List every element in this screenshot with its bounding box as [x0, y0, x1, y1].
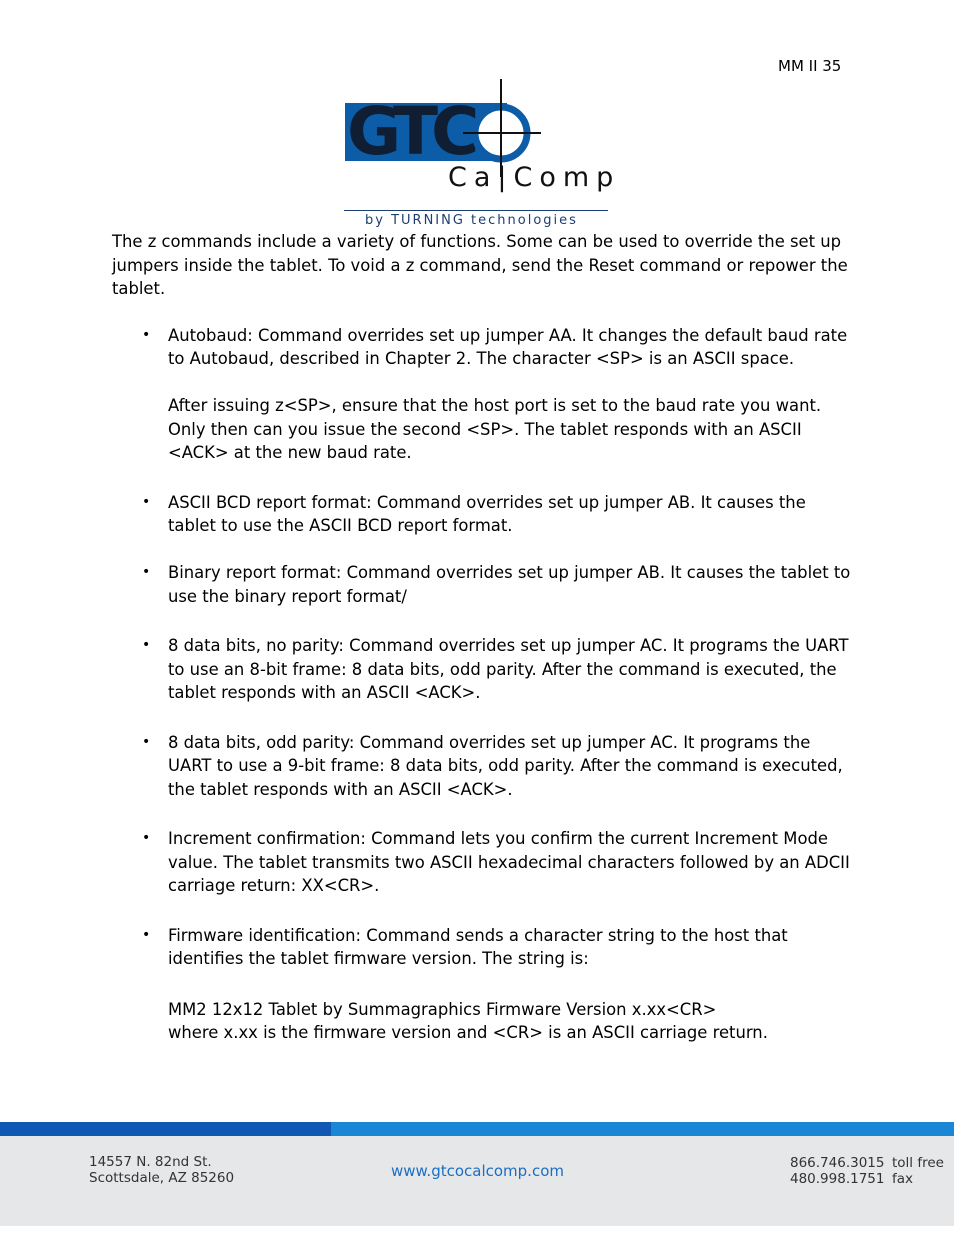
list-item-text: Firmware identification: Command sends a character string to the host that identifies the tablet firmware version. The string is:: [168, 925, 788, 968]
bullet-icon: •: [142, 733, 151, 750]
footer-bar-dark: [0, 1122, 331, 1136]
phone-label: fax: [892, 1171, 914, 1187]
phone-label: toll free: [892, 1155, 944, 1171]
footer-address: [89, 1154, 234, 1186]
list-item: [112, 491, 852, 538]
footer-accent-bar: [0, 1122, 954, 1136]
list-item: [112, 731, 852, 802]
logo-wordmark-gtc: GTC: [345, 103, 507, 161]
list-item-text: ASCII BCD report format: Command overrides set up jumper AB. It causes the tablet to use the ASCII BCD report format.: [168, 492, 806, 535]
intro-paragraph: The z commands include a variety of functions. Some can be used to override the set up jumpers inside the tablet. To void a z command, send the Reset command or repower the tablet.: [112, 232, 848, 298]
list-item-text: 8 data bits, no parity: Command overrides set up jumper AC. It programs the UART to use an 8-bit frame: 8 data bits, odd parity. After the command is executed, the tablet responds with an ASCII <ACK>.: [168, 636, 849, 702]
footer-phone-labels: [892, 1155, 944, 1187]
bullet-icon: •: [142, 493, 151, 510]
page-number: MM II 35: [778, 57, 842, 75]
list-item: [112, 924, 852, 1045]
list-item-subtext: where x.xx is the firmware version and <CR> is an ASCII carriage return.: [168, 1023, 768, 1042]
firmware-string: MM2 12x12 Tablet by Summagraphics Firmware Version x.xx<CR>: [168, 999, 717, 1019]
bullet-icon: •: [142, 326, 151, 343]
list-item-subtext: After issuing z<SP>, ensure that the host port is set to the baud rate you want. Only then can you issue the second <SP>. The tablet responds with an ASCII <ACK> at the new baud rate.: [168, 396, 822, 462]
footer-phones: [790, 1155, 884, 1187]
bullet-icon: •: [142, 637, 151, 653]
bullet-icon: •: [142, 830, 151, 846]
list-item: [112, 561, 852, 608]
logo-tagline: by TURNING technologies: [365, 213, 578, 228]
list-item: [112, 324, 852, 465]
phone-number: 866.746.3015: [790, 1155, 885, 1171]
address-line: Scottsdale, AZ 85260: [89, 1170, 235, 1186]
bullet-icon: •: [142, 926, 151, 943]
footer-bar-light: [331, 1122, 954, 1136]
logo-wordmark-calcomp: Ca|Comp: [448, 162, 621, 193]
list-item-text: 8 data bits, odd parity: Command overrides set up jumper AC. It programs the UART to use a 9-bit frame: 8 data bits, odd parity. After the command is executed, the tablet responds with an ASCII <ACK>.: [168, 732, 843, 799]
page-footer: [0, 1136, 954, 1226]
address-line: 14557 N. 82nd St.: [89, 1154, 212, 1170]
list-item-text: Autobaud: Command overrides set up jumper AA. It changes the default baud rate to Autobaud, described in Chapter 2. The character <SP> is an ASCII space.: [168, 325, 848, 368]
list-item-text: Increment confirmation: Command lets you confirm the current Increment Mode value. The tablet transmits two ASCII hexadecimal characters followed by an ADCII carriage return: XX<CR>.: [168, 829, 850, 895]
list-item: [112, 634, 852, 705]
company-logo: [343, 79, 621, 231]
command-list: [112, 324, 852, 1045]
list-item: [112, 827, 852, 898]
list-item-text: Binary report format: Command overrides set up jumper AB. It causes the tablet to use the binary report format/: [168, 563, 851, 606]
footer-website-link[interactable]: www.gtcocalcomp.com: [391, 1162, 564, 1180]
bullet-icon: •: [142, 564, 151, 580]
phone-number: 480.998.1751: [790, 1171, 885, 1187]
logo-divider: [344, 210, 608, 211]
document-body: [112, 230, 852, 1068]
